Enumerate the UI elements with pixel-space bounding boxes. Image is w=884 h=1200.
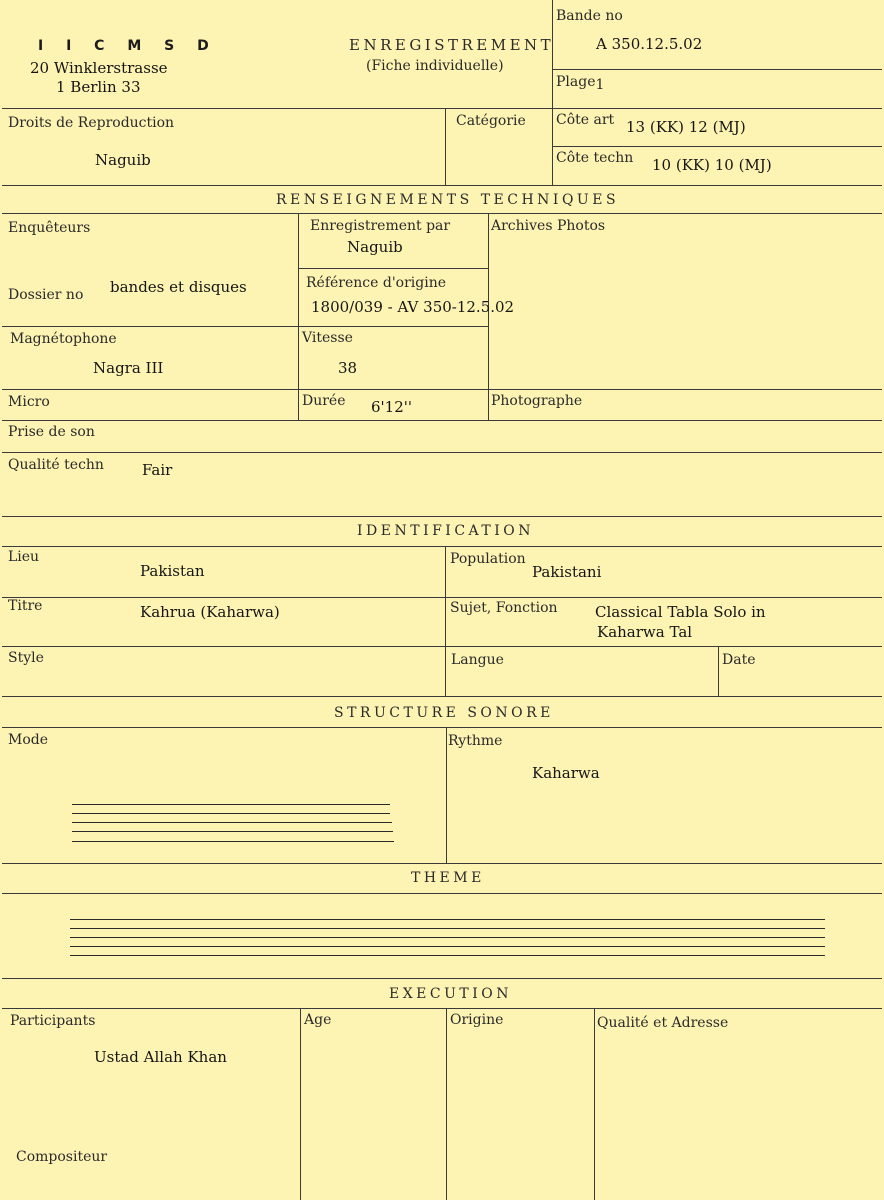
cote-art-label: Côte art: [556, 112, 615, 128]
rule: [298, 213, 299, 420]
lieu-label: Lieu: [8, 549, 40, 565]
enregistrement-par-value: Naguib: [347, 238, 403, 256]
rule: [552, 0, 553, 185]
population-label: Population: [450, 551, 526, 567]
sujet-value-line-2: Kaharwa Tal: [597, 623, 693, 641]
photographe-label: Photographe: [491, 393, 583, 409]
theme-heading: THEME: [411, 870, 485, 886]
rule: [718, 646, 719, 696]
rule: [446, 1008, 447, 1200]
lieu-value: Pakistan: [140, 562, 205, 580]
rule: [2, 516, 882, 517]
rule: [552, 69, 882, 70]
langue-label: Langue: [451, 652, 504, 668]
qualite-techn-value: Fair: [142, 461, 173, 479]
reference-label: Référence d'origine: [306, 275, 447, 291]
rule: [298, 268, 488, 269]
staff-line: [70, 919, 825, 920]
micro-label: Micro: [8, 394, 50, 410]
rule: [552, 146, 882, 147]
vitesse-label: Vitesse: [302, 330, 353, 346]
staff-line: [70, 937, 825, 938]
duree-value: 6'12'': [371, 398, 413, 416]
form-title: ENREGISTREMENT: [349, 36, 555, 54]
prise-de-son-label: Prise de son: [8, 424, 95, 440]
rule: [446, 727, 447, 863]
staff-line: [70, 955, 825, 956]
rule: [445, 108, 446, 185]
plage-label: Plage1: [556, 74, 605, 93]
enqueteurs-label: Enquêteurs: [8, 220, 91, 236]
institute-logo: I I C M S D: [38, 38, 218, 54]
style-label: Style: [8, 650, 44, 666]
rule: [2, 646, 882, 647]
rule: [2, 452, 882, 453]
rule: [2, 978, 882, 979]
age-label: Age: [304, 1012, 332, 1028]
rule: [2, 108, 882, 109]
vitesse-value: 38: [338, 359, 358, 377]
rule: [2, 863, 882, 864]
duree-label: Durée: [302, 393, 346, 409]
cote-techn-value: 10 (KK) 10 (MJ): [652, 156, 772, 174]
titre-value: Kahrua (Kaharwa): [140, 603, 280, 621]
rule: [445, 546, 446, 696]
identification-heading: IDENTIFICATION: [357, 523, 534, 539]
rule: [2, 213, 882, 214]
rule: [2, 1008, 882, 1009]
cote-techn-label: Côte techn: [556, 150, 634, 166]
rythme-value: Kaharwa: [532, 764, 600, 782]
titre-label: Titre: [8, 598, 43, 614]
staff-line: [70, 946, 825, 947]
rythme-label: Rythme: [448, 733, 503, 749]
execution-heading: EXECUTION: [389, 986, 513, 1002]
categorie-label: Catégorie: [456, 113, 526, 129]
rule: [2, 185, 882, 186]
rule: [2, 420, 882, 421]
bande-value: A 350.12.5.02: [596, 35, 703, 53]
qualite-techn-label: Qualité techn: [8, 457, 104, 473]
magnetophone-value: Nagra III: [93, 359, 164, 377]
rule: [2, 893, 882, 894]
mode-label: Mode: [8, 732, 49, 748]
rule: [594, 1008, 595, 1200]
structure-heading: STRUCTURE SONORE: [334, 705, 554, 721]
staff-line: [72, 841, 394, 842]
staff-line: [72, 804, 390, 805]
droits-label: Droits de Reproduction: [8, 115, 175, 131]
sujet-label: Sujet, Fonction: [450, 600, 558, 616]
magnetophone-label: Magnétophone: [10, 331, 117, 347]
participants-value: Ustad Allah Khan: [94, 1048, 227, 1066]
rule: [2, 326, 488, 327]
enregistrement-par-label: Enregistrement par: [310, 218, 451, 234]
bande-label: Bande no: [556, 8, 623, 24]
staff-line: [72, 813, 390, 814]
dossier-value: bandes et disques: [110, 278, 247, 296]
origine-label: Origine: [450, 1012, 504, 1028]
droits-value: Naguib: [95, 151, 151, 169]
plage-value: 1: [595, 77, 605, 93]
technique-heading: RENSEIGNEMENTS TECHNIQUES: [276, 192, 620, 208]
form-subtitle: (Fiche individuelle): [366, 58, 504, 74]
rule: [2, 546, 882, 547]
address-line-1: 20 Winklerstrasse: [30, 59, 168, 77]
staff-line: [70, 928, 825, 929]
staff-line: [72, 831, 393, 832]
rule: [2, 597, 882, 598]
date-label: Date: [722, 652, 756, 668]
cote-art-value: 13 (KK) 12 (MJ): [626, 118, 746, 136]
participants-label: Participants: [10, 1013, 96, 1029]
rule: [2, 696, 882, 697]
sujet-value-line-1: Classical Tabla Solo in: [595, 603, 766, 621]
qualite-adresse-label: Qualité et Adresse: [597, 1015, 729, 1031]
rule: [488, 213, 489, 420]
dossier-label: Dossier no: [8, 287, 84, 303]
rule: [2, 389, 882, 390]
rule: [2, 727, 882, 728]
staff-line: [72, 822, 392, 823]
rule: [300, 1008, 301, 1200]
archives-photos-label: Archives Photos: [491, 218, 606, 234]
population-value: Pakistani: [532, 563, 602, 581]
reference-value: 1800/039 - AV 350-12.5.02: [311, 298, 515, 316]
address-line-2: 1 Berlin 33: [56, 78, 141, 96]
compositeur-label: Compositeur: [16, 1149, 108, 1165]
